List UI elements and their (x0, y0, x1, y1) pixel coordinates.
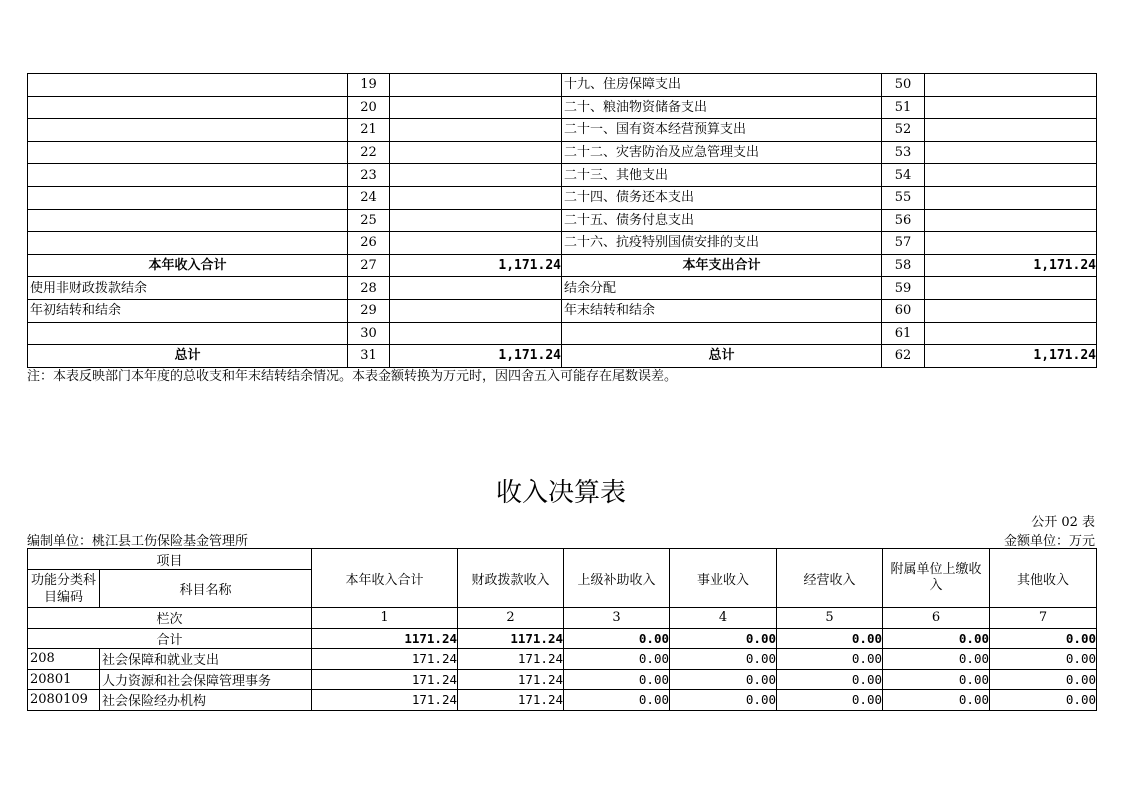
col-number: 1 (312, 608, 458, 629)
amount-cell: 0.00 (777, 649, 883, 670)
table-row (28, 186, 1097, 209)
organization-label: 编制单位：桃江县工伤保险基金管理所 (27, 534, 249, 549)
header-col-4: 事业收入 (670, 549, 777, 608)
right-line-number: 58 (882, 254, 925, 277)
amount-cell: 171.24 (458, 690, 564, 711)
right-amount (925, 299, 1097, 322)
table-row (28, 669, 1097, 690)
left-label: 年初结转和结余 (28, 299, 348, 322)
table-row (28, 96, 1097, 119)
right-label: 年末结转和结余 (562, 299, 882, 322)
right-amount: 1,171.24 (925, 345, 1097, 368)
right-label: 二十五、债务付息支出 (562, 209, 882, 232)
subject-name: 社会保障和就业支出 (100, 649, 312, 670)
right-line-number: 59 (882, 277, 925, 300)
right-amount (925, 164, 1097, 187)
right-line-number: 50 (882, 74, 925, 97)
subject-code: 208 (28, 649, 100, 670)
table-row (28, 232, 1097, 255)
right-label: 结余分配 (562, 277, 882, 300)
left-amount (390, 277, 562, 300)
amount-cell: 0.00 (990, 690, 1097, 711)
left-line-number: 22 (348, 141, 390, 164)
right-amount (925, 141, 1097, 164)
total-row (28, 628, 1097, 649)
right-label: 二十二、灾害防治及应急管理支出 (562, 141, 882, 164)
left-line-number: 23 (348, 164, 390, 187)
table-row (28, 74, 1097, 97)
left-label: 总计 (28, 345, 348, 368)
right-line-number: 56 (882, 209, 925, 232)
total-value: 0.00 (777, 628, 883, 649)
right-line-number: 52 (882, 119, 925, 142)
summary-table (27, 73, 1097, 368)
amount-cell: 0.00 (990, 649, 1097, 670)
amount-cell: 0.00 (990, 669, 1097, 690)
total-value: 0.00 (564, 628, 670, 649)
table-row (28, 164, 1097, 187)
right-amount (925, 96, 1097, 119)
amount-cell: 171.24 (312, 649, 458, 670)
right-label: 本年支出合计 (562, 254, 882, 277)
left-amount (390, 74, 562, 97)
table-row (28, 209, 1097, 232)
amount-cell: 0.00 (883, 669, 990, 690)
left-amount (390, 299, 562, 322)
table-row (28, 649, 1097, 670)
left-label (28, 96, 348, 119)
amount-cell: 0.00 (883, 690, 990, 711)
right-label: 二十三、其他支出 (562, 164, 882, 187)
left-amount: 1,171.24 (390, 345, 562, 368)
col-row-label: 栏次 (28, 608, 312, 629)
left-amount (390, 186, 562, 209)
page-title: 收入决算表 (495, 478, 626, 508)
left-line-number: 31 (348, 345, 390, 368)
col-number: 6 (883, 608, 990, 629)
left-line-number: 28 (348, 277, 390, 300)
subject-code: 20801 (28, 669, 100, 690)
left-amount (390, 141, 562, 164)
table-row (28, 322, 1097, 345)
left-amount (390, 164, 562, 187)
right-line-number: 57 (882, 232, 925, 255)
right-amount (925, 74, 1097, 97)
subject-name: 社会保险经办机构 (100, 690, 312, 711)
right-label: 二十一、国有资本经营预算支出 (562, 119, 882, 142)
right-label: 十九、住房保障支出 (562, 74, 882, 97)
left-amount (390, 209, 562, 232)
left-label: 本年收入合计 (28, 254, 348, 277)
left-line-number: 30 (348, 322, 390, 345)
total-value: 0.00 (990, 628, 1097, 649)
subject-name: 人力资源和社会保障管理事务 (100, 669, 312, 690)
table-row (28, 690, 1097, 711)
col-number: 3 (564, 608, 670, 629)
right-label: 二十、粮油物资储备支出 (562, 96, 882, 119)
header-col-7: 其他收入 (990, 549, 1097, 608)
total-value: 1171.24 (312, 628, 458, 649)
header-col-5: 经营收入 (777, 549, 883, 608)
total-value: 0.00 (883, 628, 990, 649)
header-col-6: 附属单位上缴收入 (883, 549, 990, 608)
unit-label: 金额单位：万元 (1003, 534, 1095, 549)
table-row (28, 141, 1097, 164)
right-amount (925, 322, 1097, 345)
header-code: 功能分类科目编码 (28, 570, 100, 608)
right-label: 二十四、债务还本支出 (562, 186, 882, 209)
amount-cell: 171.24 (312, 669, 458, 690)
left-line-number: 26 (348, 232, 390, 255)
amount-cell: 0.00 (670, 649, 777, 670)
table-note: 注：本表反映部门本年度的总收支和年末结转结余情况。本表金额转换为万元时，因四舍五入可能存在尾数误差。 (27, 369, 678, 384)
subject-code: 2080109 (28, 690, 100, 711)
left-amount (390, 232, 562, 255)
table-row (28, 119, 1097, 142)
total-value: 1171.24 (458, 628, 564, 649)
left-label (28, 209, 348, 232)
left-label (28, 232, 348, 255)
left-label (28, 119, 348, 142)
header-name: 科目名称 (100, 570, 312, 608)
total-value: 0.00 (670, 628, 777, 649)
left-line-number: 21 (348, 119, 390, 142)
right-line-number: 51 (882, 96, 925, 119)
total-label: 合计 (28, 628, 312, 649)
amount-cell: 0.00 (564, 649, 670, 670)
left-amount (390, 119, 562, 142)
amount-cell: 0.00 (670, 690, 777, 711)
left-amount (390, 96, 562, 119)
income-table (27, 548, 1097, 711)
left-amount (390, 322, 562, 345)
left-line-number: 25 (348, 209, 390, 232)
right-line-number: 61 (882, 322, 925, 345)
header-col-2: 财政拨款收入 (458, 549, 564, 608)
right-label: 二十六、抗疫特别国债安排的支出 (562, 232, 882, 255)
header-item: 项目 (28, 549, 312, 570)
left-line-number: 27 (348, 254, 390, 277)
right-amount (925, 186, 1097, 209)
left-label (28, 74, 348, 97)
right-amount (925, 232, 1097, 255)
amount-cell: 171.24 (458, 669, 564, 690)
amount-cell: 0.00 (883, 649, 990, 670)
right-line-number: 60 (882, 299, 925, 322)
amount-cell: 0.00 (777, 669, 883, 690)
left-line-number: 20 (348, 96, 390, 119)
col-number: 2 (458, 608, 564, 629)
col-number: 5 (777, 608, 883, 629)
amount-cell: 0.00 (564, 690, 670, 711)
left-label (28, 164, 348, 187)
right-line-number: 54 (882, 164, 925, 187)
left-line-number: 29 (348, 299, 390, 322)
right-line-number: 62 (882, 345, 925, 368)
table-row (28, 254, 1097, 277)
left-line-number: 19 (348, 74, 390, 97)
form-number: 公开 02 表 (1031, 515, 1095, 530)
header-col-1: 本年收入合计 (312, 549, 458, 608)
amount-cell: 0.00 (777, 690, 883, 711)
table-row (28, 345, 1097, 368)
right-amount (925, 209, 1097, 232)
right-label (562, 322, 882, 345)
table-row (28, 299, 1097, 322)
right-line-number: 55 (882, 186, 925, 209)
left-label (28, 186, 348, 209)
col-number: 4 (670, 608, 777, 629)
right-line-number: 53 (882, 141, 925, 164)
right-amount (925, 119, 1097, 142)
table-row (28, 277, 1097, 300)
right-label: 总计 (562, 345, 882, 368)
right-amount: 1,171.24 (925, 254, 1097, 277)
amount-cell: 171.24 (458, 649, 564, 670)
amount-cell: 0.00 (670, 669, 777, 690)
col-number: 7 (990, 608, 1097, 629)
left-amount: 1,171.24 (390, 254, 562, 277)
left-label (28, 322, 348, 345)
header-col-3: 上级补助收入 (564, 549, 670, 608)
left-line-number: 24 (348, 186, 390, 209)
left-label: 使用非财政拨款结余 (28, 277, 348, 300)
amount-cell: 171.24 (312, 690, 458, 711)
amount-cell: 0.00 (564, 669, 670, 690)
right-amount (925, 277, 1097, 300)
left-label (28, 141, 348, 164)
